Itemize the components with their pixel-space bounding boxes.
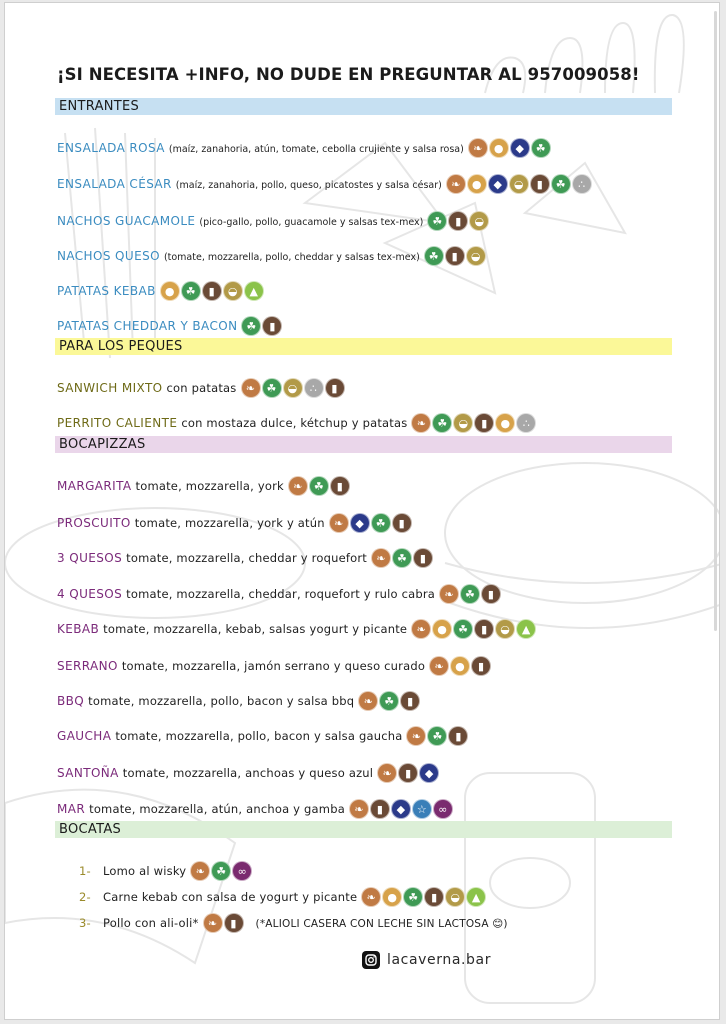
allergen-icons	[468, 138, 551, 158]
celery-icon: ☘	[531, 138, 551, 158]
mustard-icon: ◒	[453, 413, 473, 433]
bocata-number: 3-	[79, 916, 91, 930]
item-description: tomate, mozzarella, cheddar, roquefort y rulo cabra	[126, 587, 436, 601]
item-name: NACHOS QUESO	[57, 249, 160, 263]
egg-icon: ●	[160, 281, 180, 301]
menu-item	[57, 243, 486, 263]
item-description: (tomate, mozzarella, pollo, cheddar y salsas tex-mex)	[163, 252, 420, 263]
celery-icon: ☘	[432, 413, 452, 433]
item-name: MARGARITA	[57, 479, 132, 493]
mollusc-icon: ∞	[433, 799, 453, 819]
milk-icon: ▮	[448, 726, 468, 746]
menu-item	[57, 208, 489, 228]
item-description: tomate, mozzarella, york	[135, 479, 284, 493]
allergen-icons	[349, 799, 453, 819]
celery-icon: ☘	[427, 211, 447, 231]
gluten-icon: ❧	[349, 799, 369, 819]
egg-icon: ●	[450, 656, 470, 676]
menu-item	[57, 723, 468, 743]
mustard-icon: ◒	[223, 281, 243, 301]
item-name: SERRANO	[57, 659, 118, 673]
item-description: tomate, mozzarella, pollo, bacon y salsa gaucha	[115, 729, 403, 743]
section-header-bocapizzas: BOCAPIZZAS	[55, 436, 672, 453]
milk-icon: ▮	[481, 584, 501, 604]
milk-icon: ▮	[224, 913, 244, 933]
bocata-name: Lomo al wisky	[103, 864, 187, 878]
gluten-icon: ❧	[439, 584, 459, 604]
item-description: con mostaza dulce, kétchup y patatas	[181, 416, 408, 430]
sesame-icon: ∴	[516, 413, 536, 433]
section-header-peques: PARA LOS PEQUES	[55, 338, 672, 355]
gluten-icon: ❧	[361, 887, 381, 907]
celery-icon: ☘	[551, 174, 571, 194]
allergen-icons	[429, 656, 491, 676]
allergen-icons	[241, 316, 282, 336]
mustard-icon: ◒	[509, 174, 529, 194]
fish-icon: ◆	[488, 174, 508, 194]
fish-icon: ◆	[391, 799, 411, 819]
crustacean-icon: ☆	[412, 799, 432, 819]
item-name: PATATAS CHEDDAR Y BACON	[57, 319, 238, 333]
allergen-icons	[446, 174, 592, 194]
bocata-number: 2-	[79, 890, 91, 904]
item-description: (maíz, zanahoria, atún, tomate, cebolla crujiente y salsa rosa)	[168, 144, 464, 155]
section-header-entrantes: ENTRANTES	[55, 98, 672, 115]
gluten-icon: ❧	[358, 691, 378, 711]
menu-item	[57, 278, 264, 298]
milk-icon: ▮	[398, 763, 418, 783]
item-name: PROSCUITO	[57, 516, 131, 530]
allergen-icons	[361, 887, 486, 907]
menu-item	[57, 653, 491, 673]
gluten-icon: ❧	[241, 378, 261, 398]
sesame-icon: ∴	[304, 378, 324, 398]
milk-icon: ▮	[370, 799, 390, 819]
allergen-icons	[406, 726, 468, 746]
item-name: GAUCHA	[57, 729, 112, 743]
celery-icon: ☘	[181, 281, 201, 301]
gluten-icon: ❧	[203, 913, 223, 933]
gluten-icon: ❧	[371, 548, 391, 568]
soy-icon: ▲	[244, 281, 264, 301]
menu-item	[57, 313, 282, 333]
gluten-icon: ❧	[411, 619, 431, 639]
menu-item	[57, 510, 412, 530]
celery-icon: ☘	[392, 548, 412, 568]
mustard-icon: ◒	[495, 619, 515, 639]
menu-item	[57, 760, 439, 780]
bocata-name: Carne kebab con salsa de yogurt y picante	[103, 890, 358, 904]
milk-icon: ▮	[530, 174, 550, 194]
item-name: MAR	[57, 802, 86, 816]
milk-icon: ▮	[471, 656, 491, 676]
allergen-icons	[439, 584, 501, 604]
item-name: BBQ	[57, 694, 85, 708]
menu-item	[57, 796, 453, 816]
fish-icon: ◆	[510, 138, 530, 158]
gluten-icon: ❧	[190, 861, 210, 881]
allergen-icons	[203, 913, 244, 933]
item-name: NACHOS GUACAMOLE	[57, 214, 196, 228]
egg-icon: ●	[495, 413, 515, 433]
item-description: tomate, mozzarella, york y atún	[134, 516, 325, 530]
allergen-icons	[411, 413, 536, 433]
gluten-icon: ❧	[429, 656, 449, 676]
mollusc-icon: ∞	[232, 861, 252, 881]
menu-page	[4, 2, 720, 1020]
menu-item	[57, 473, 350, 493]
celery-icon: ☘	[379, 691, 399, 711]
allergen-icons	[358, 691, 420, 711]
instagram-link[interactable]	[362, 951, 491, 969]
celery-icon: ☘	[371, 513, 391, 533]
egg-icon: ●	[467, 174, 487, 194]
egg-icon: ●	[489, 138, 509, 158]
gluten-icon: ❧	[329, 513, 349, 533]
milk-icon: ▮	[424, 887, 444, 907]
item-description: tomate, mozzarella, cheddar y roquefort	[126, 551, 367, 565]
item-name: 4 QUESOS	[57, 587, 123, 601]
milk-icon: ▮	[413, 548, 433, 568]
mustard-icon: ◒	[469, 211, 489, 231]
page-title: ¡SI NECESITA +INFO, NO DUDE EN PREGUNTAR AL 957009058!	[57, 65, 640, 84]
gluten-icon: ❧	[446, 174, 466, 194]
allergen-icons	[329, 513, 412, 533]
menu-item	[57, 410, 536, 430]
mustard-icon: ◒	[466, 246, 486, 266]
soy-icon: ▲	[466, 887, 486, 907]
item-name: ENSALADA CÉSAR	[57, 177, 172, 191]
instagram-icon	[362, 951, 380, 969]
celery-icon: ☘	[403, 887, 423, 907]
item-name: PERRITO CALIENTE	[57, 416, 178, 430]
milk-icon: ▮	[392, 513, 412, 533]
gluten-icon: ❧	[288, 476, 308, 496]
item-description: tomate, mozzarella, atún, anchoa y gamba	[89, 802, 345, 816]
item-description: (pico-gallo, pollo, guacamole y salsas tex-mex)	[199, 217, 424, 228]
mustard-icon: ◒	[445, 887, 465, 907]
allergen-icons	[427, 211, 489, 231]
allergen-icons	[371, 548, 433, 568]
mustard-icon: ◒	[283, 378, 303, 398]
bocata-item	[79, 884, 486, 904]
allergen-icons	[190, 861, 252, 881]
scrollbar[interactable]	[714, 11, 717, 631]
allergen-icons	[424, 246, 486, 266]
menu-item	[57, 135, 551, 155]
gluten-icon: ❧	[468, 138, 488, 158]
bocata-item	[79, 910, 508, 930]
celery-icon: ☘	[424, 246, 444, 266]
menu-item	[57, 375, 345, 395]
gluten-icon: ❧	[406, 726, 426, 746]
bocata-name: Pollo con ali-oli*	[103, 916, 199, 930]
bocata-note: (*ALIOLI CASERA CON LECHE SIN LACTOSA 😊)	[255, 918, 508, 930]
item-description: tomate, mozzarella, jamón serrano y queso curado	[121, 659, 426, 673]
menu-item	[57, 616, 536, 636]
milk-icon: ▮	[445, 246, 465, 266]
menu-item	[57, 171, 592, 191]
item-description: tomate, mozzarella, anchoas y queso azul	[122, 766, 374, 780]
milk-icon: ▮	[474, 413, 494, 433]
milk-icon: ▮	[448, 211, 468, 231]
section-header-bocatas: BOCATAS	[55, 821, 672, 838]
allergen-icons	[241, 378, 345, 398]
item-description: con patatas	[166, 381, 237, 395]
item-name: PATATAS KEBAB	[57, 284, 156, 298]
bocata-item	[79, 858, 252, 878]
sesame-icon: ∴	[572, 174, 592, 194]
item-name: ENSALADA ROSA	[57, 141, 165, 155]
item-name: SANWICH MIXTO	[57, 381, 163, 395]
menu-item	[57, 545, 433, 565]
item-name: KEBAB	[57, 622, 100, 636]
celery-icon: ☘	[460, 584, 480, 604]
milk-icon: ▮	[202, 281, 222, 301]
item-name: SANTOÑA	[57, 766, 119, 780]
egg-icon: ●	[382, 887, 402, 907]
allergen-icons	[411, 619, 536, 639]
item-name: 3 QUESOS	[57, 551, 123, 565]
item-description: tomate, mozzarella, pollo, bacon y salsa bbq	[88, 694, 355, 708]
celery-icon: ☘	[262, 378, 282, 398]
celery-icon: ☘	[453, 619, 473, 639]
menu-item	[57, 581, 501, 601]
gluten-icon: ❧	[377, 763, 397, 783]
item-description: (maíz, zanahoria, pollo, queso, picatostes y salsa césar)	[175, 180, 442, 191]
bocata-number: 1-	[79, 864, 91, 878]
allergen-icons	[377, 763, 439, 783]
milk-icon: ▮	[330, 476, 350, 496]
milk-icon: ▮	[262, 316, 282, 336]
fish-icon: ◆	[350, 513, 370, 533]
egg-icon: ●	[432, 619, 452, 639]
instagram-handle: lacaverna.bar	[387, 952, 492, 968]
allergen-icons	[288, 476, 350, 496]
item-description: tomate, mozzarella, kebab, salsas yogurt y picante	[103, 622, 408, 636]
celery-icon: ☘	[211, 861, 231, 881]
menu-item	[57, 688, 420, 708]
celery-icon: ☘	[241, 316, 261, 336]
milk-icon: ▮	[400, 691, 420, 711]
allergen-icons	[160, 281, 264, 301]
gluten-icon: ❧	[411, 413, 431, 433]
fish-icon: ◆	[419, 763, 439, 783]
milk-icon: ▮	[325, 378, 345, 398]
soy-icon: ▲	[516, 619, 536, 639]
celery-icon: ☘	[309, 476, 329, 496]
milk-icon: ▮	[474, 619, 494, 639]
celery-icon: ☘	[427, 726, 447, 746]
